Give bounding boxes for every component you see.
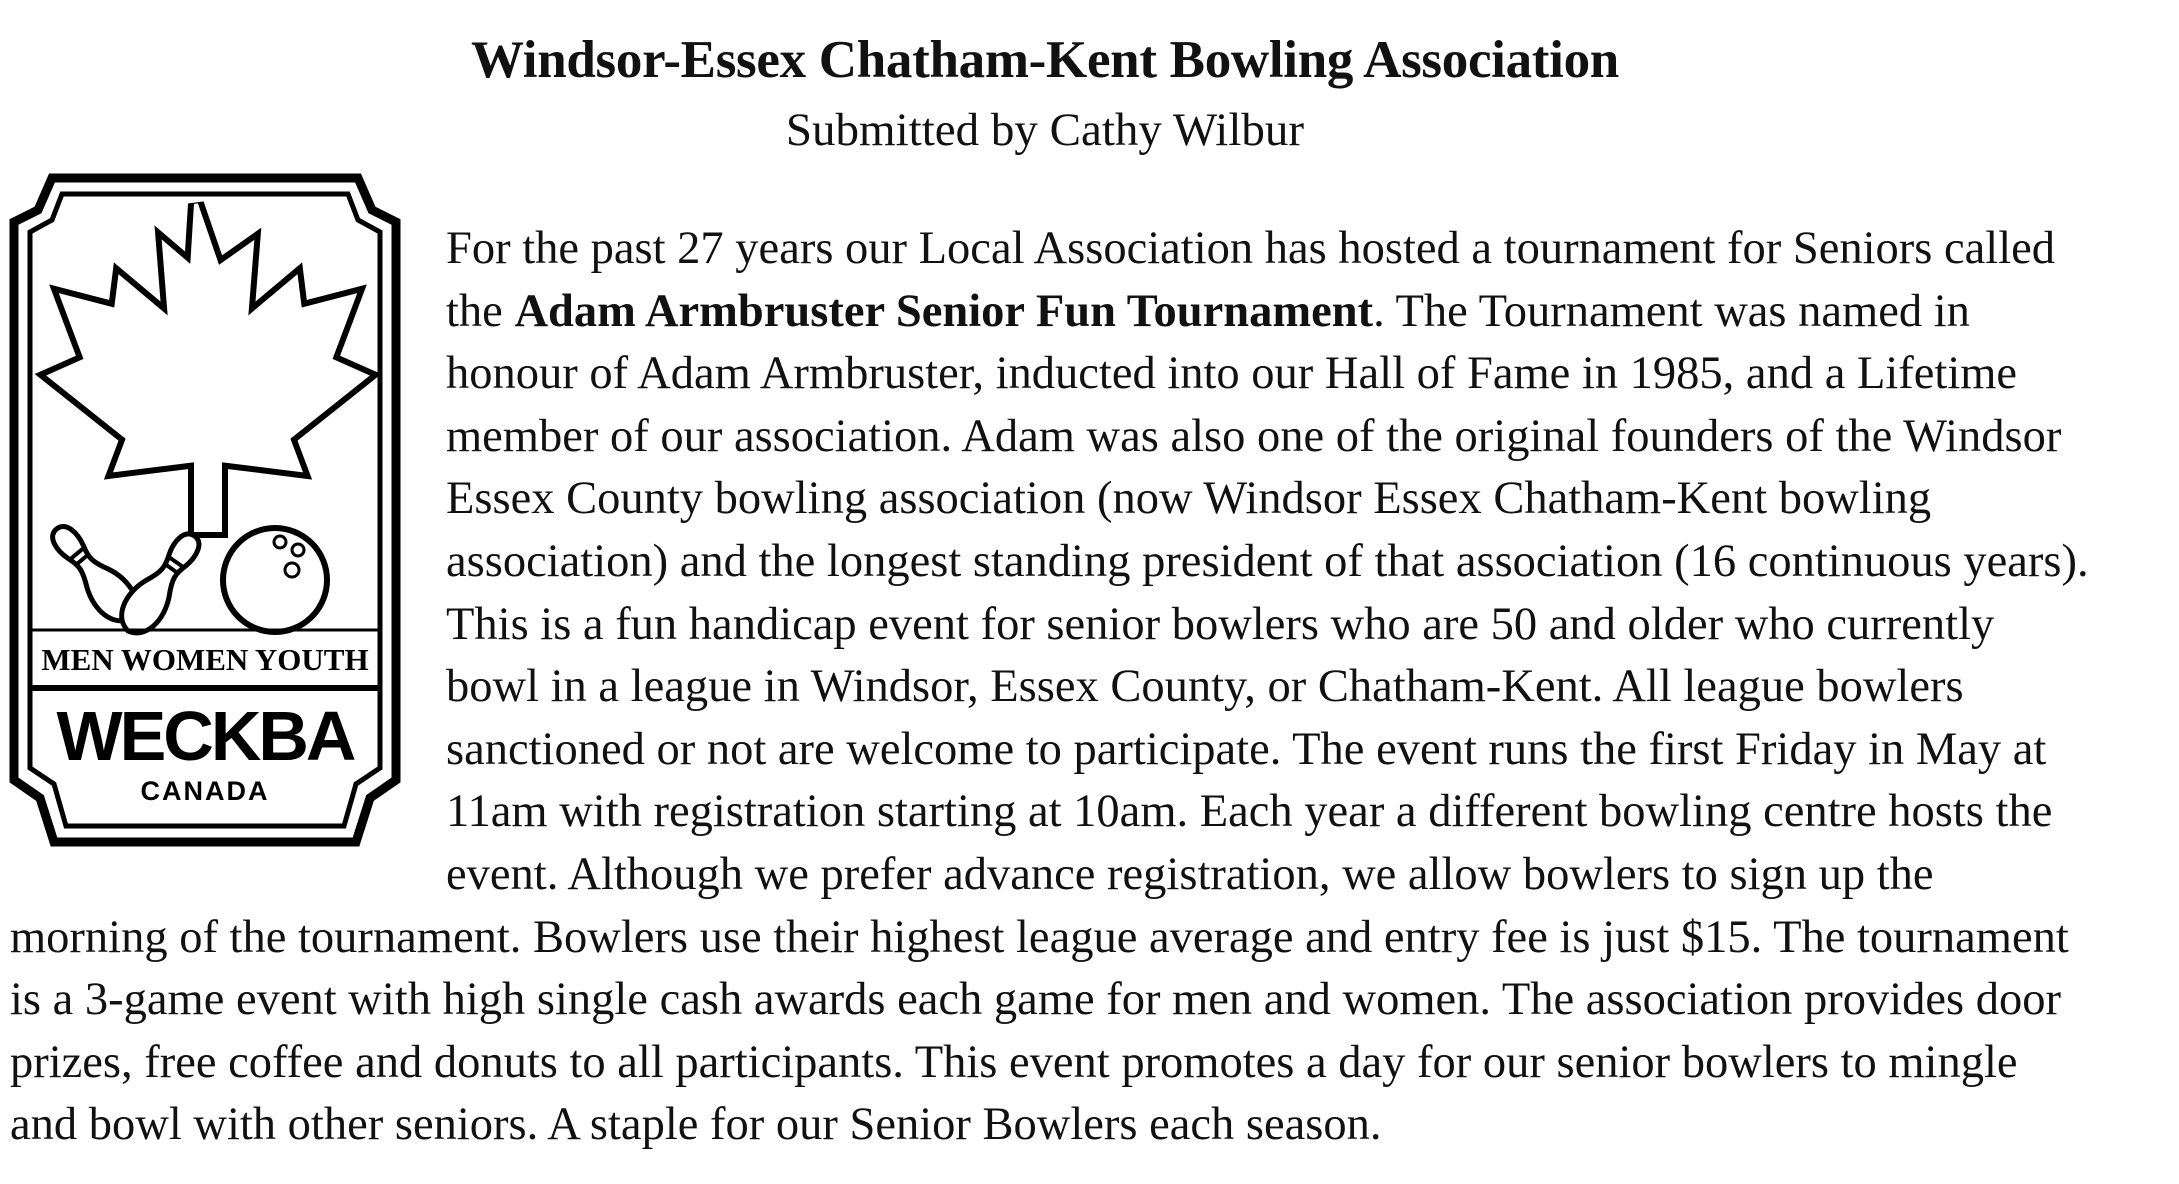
article-body [10,218,2089,1157]
byline: Submitted by Cathy Wilbur [785,104,1305,156]
tournament-name: Adam Armbruster Senior Fun Tournament [514,285,1374,337]
article-line: bowl in a league in Windsor, Essex County, or Chatham-Kent. All league bowlers [446,661,1964,713]
logo-wrap-spacer [10,218,446,874]
article-line: member of our association. Adam was also one of the original founders of the Windsor [446,410,2062,462]
article-line: This is a fun handicap event for senior bowlers who are 50 and older who currently [446,598,1995,650]
article-line: sanctioned or not are welcome to participate. The event runs the first Friday in May at [446,723,2047,775]
page-title: Windsor-Essex Chatham-Kent Bowling Association [471,31,1619,89]
logo-tagline: MEN WOMEN YOUTH [41,642,369,677]
article-line: association) and the longest standing president of that association (16 continuous years). [446,535,2089,587]
article-line: prizes, free coffee and donuts to all participants. This event promotes a day for our senior bowlers to mingle [10,1036,2018,1088]
article-line: For the past 27 years our Local Association has hosted a tournament for Seniors called [446,223,2056,274]
article-line: Essex County bowling association (now Windsor Essex Chatham-Kent bowling [446,473,1932,525]
article-line: event. Although we prefer advance registration, we allow bowlers to sign up the [446,848,1934,900]
logo-country: CANADA [140,776,270,806]
article-line: honour of Adam Armbruster, inducted into our Hall of Fame in 1985, and a Lifetime [446,348,2018,400]
article-line: and bowl with other seniors. A staple for our Senior Bowlers each season. [10,1099,1382,1151]
article-line: 11am with registration starting at 10am. Each year a different bowling centre hosts the [446,786,2053,838]
article-line: is a 3-game event with high single cash awards each game for men and women. The association provides door [10,974,2061,1026]
article-line: morning of the tournament. Bowlers use their highest league average and entry fee is just $15. The tournament [10,911,2069,963]
logo-wordmark: WECKBA [56,697,354,775]
article-line: the Adam Armbruster Senior Fun Tournament. The Tournament was named in [446,285,1970,337]
